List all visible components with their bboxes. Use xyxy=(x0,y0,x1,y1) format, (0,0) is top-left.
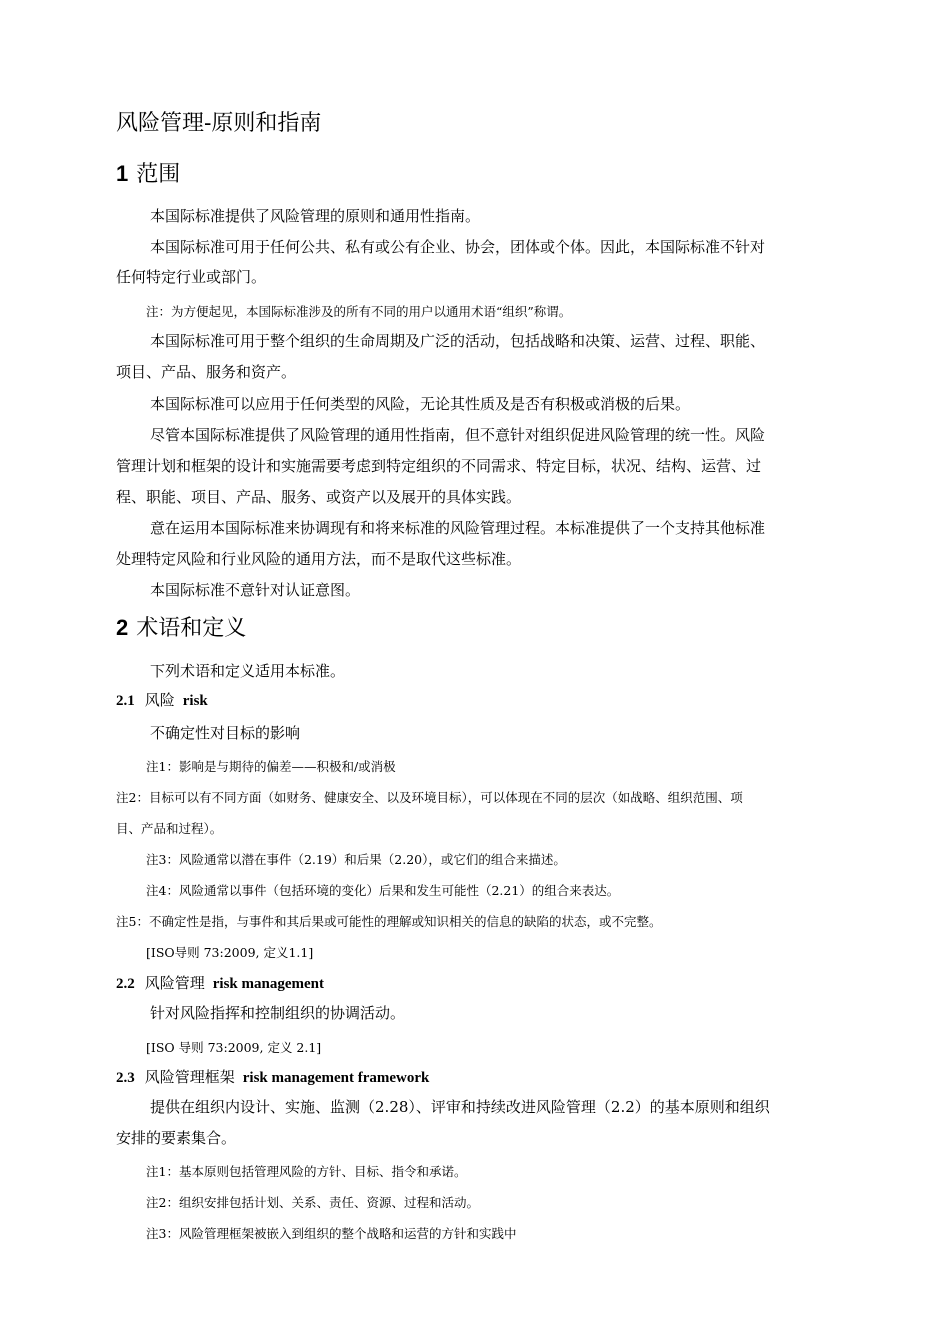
term-2-2-number: 2.2 xyxy=(116,976,135,992)
s1-paragraph-1: 本国际标准提供了风险管理的原则和通用性指南。 xyxy=(150,207,481,225)
s1-paragraph-2-line-1: 本国际标准可用于任何公共、私有或公有企业、协会，团体或个体。因此，本国际标准不针对 xyxy=(150,238,766,256)
s1-paragraph-5-line-2: 管理计划和框架的设计和实施需要考虑到特定组织的不同需求、特定目标，状况、结构、运营、过 xyxy=(116,457,762,475)
term-2-1-note-1: 注1：影响是与期待的偏差——积极和/或消极 xyxy=(146,759,396,774)
term-2-2-heading xyxy=(116,972,324,993)
term-2-2-zh: 风险管理 xyxy=(144,974,205,992)
term-2-2-reference: [ISO 导则 73:2009, 定义 2.1] xyxy=(146,1040,322,1055)
section-2-number: 2 xyxy=(116,615,129,640)
section-2-heading xyxy=(116,611,246,642)
term-2-3-definition-line-2: 安排的要素集合。 xyxy=(116,1129,237,1147)
s1-paragraph-5-line-3: 程、职能、项目、产品、服务、或资产以及展开的具体实践。 xyxy=(116,488,522,506)
s1-note: 注：为方便起见，本国际标准涉及的所有不同的用户以通用术语“组织”称谓。 xyxy=(146,304,572,319)
term-2-3-note-2: 注2：组织安排包括计划、关系、责任、资源、过程和活动。 xyxy=(146,1195,479,1210)
term-2-1-en: risk xyxy=(182,693,208,709)
term-2-1-note-2-line-2: 目、产品和过程）。 xyxy=(116,821,223,836)
s1-paragraph-4: 本国际标准可以应用于任何类型的风险，无论其性质及是否有积极或消极的后果。 xyxy=(150,395,691,413)
term-2-1-zh: 风险 xyxy=(144,691,175,709)
term-2-3-definition-line-1: 提供在组织内设计、实施、监测（2.28）、评审和持续改进风险管理（2.2）的基本原则和组织 xyxy=(150,1098,770,1116)
document-title: 风险管理-原则和指南 xyxy=(116,111,322,136)
term-2-1-heading xyxy=(116,689,208,710)
section-1-title: 范围 xyxy=(136,162,181,187)
term-2-3-zh: 风险管理框架 xyxy=(144,1068,235,1086)
term-2-1-note-3: 注3：风险通常以潜在事件（2.19）和后果（2.20），或它们的组合来描述。 xyxy=(146,852,566,867)
section-2-title: 术语和定义 xyxy=(136,616,247,641)
term-2-2-definition: 针对风险指挥和控制组织的协调活动。 xyxy=(150,1004,406,1022)
term-2-1-note-4: 注4：风险通常以事件（包括环境的变化）后果和发生可能性（2.21）的组合来表达。 xyxy=(146,883,620,898)
term-2-1-reference: [ISO导则 73:2009, 定义1.1] xyxy=(146,945,314,960)
section-1-number: 1 xyxy=(116,161,129,186)
section-1-heading xyxy=(116,157,180,188)
term-2-3-en: risk management framework xyxy=(242,1070,430,1086)
term-2-1-note-5: 注5：不确定性是指，与事件和其后果或可能性的理解或知识相关的信息的缺陷的状态，或不完整。 xyxy=(116,914,662,929)
s1-paragraph-7: 本国际标准不意针对认证意图。 xyxy=(150,581,361,599)
term-2-3-note-1: 注1：基本原则包括管理风险的方针、目标、指令和承诺。 xyxy=(146,1164,467,1179)
term-2-2-en: risk management xyxy=(212,976,325,992)
s1-paragraph-6-line-1: 意在运用本国际标准来协调现有和将来标准的风险管理过程。本标准提供了一个支持其他标准 xyxy=(150,519,766,537)
s1-paragraph-2-line-2: 任何特定行业或部门。 xyxy=(116,268,267,286)
s1-paragraph-6-line-2: 处理特定风险和行业风险的通用方法，而不是取代这些标准。 xyxy=(116,550,522,568)
term-2-3-number: 2.3 xyxy=(116,1070,135,1086)
s1-paragraph-3-line-1: 本国际标准可用于整个组织的生命周期及广泛的活动，包括战略和决策、运营、过程、职能、 xyxy=(150,332,766,350)
term-2-1-definition: 不确定性对目标的影响 xyxy=(150,724,301,742)
term-2-1-note-2-line-1: 注2：目标可以有不同方面（如财务、健康安全、以及环境目标），可以体现在不同的层次（如战略、组织范围、项 xyxy=(116,790,743,805)
s1-paragraph-5-line-1: 尽管本国际标准提供了风险管理的通用性指南，但不意针对组织促进风险管理的统一性。风险 xyxy=(150,426,766,444)
term-2-3-note-3: 注3：风险管理框架被嵌入到组织的整个战略和运营的方针和实践中 xyxy=(146,1226,517,1241)
s2-intro: 下列术语和定义适用本标准。 xyxy=(150,662,346,680)
s1-paragraph-3-line-2: 项目、产品、服务和资产。 xyxy=(116,363,297,381)
term-2-3-heading xyxy=(116,1066,429,1087)
term-2-1-number: 2.1 xyxy=(116,693,135,709)
